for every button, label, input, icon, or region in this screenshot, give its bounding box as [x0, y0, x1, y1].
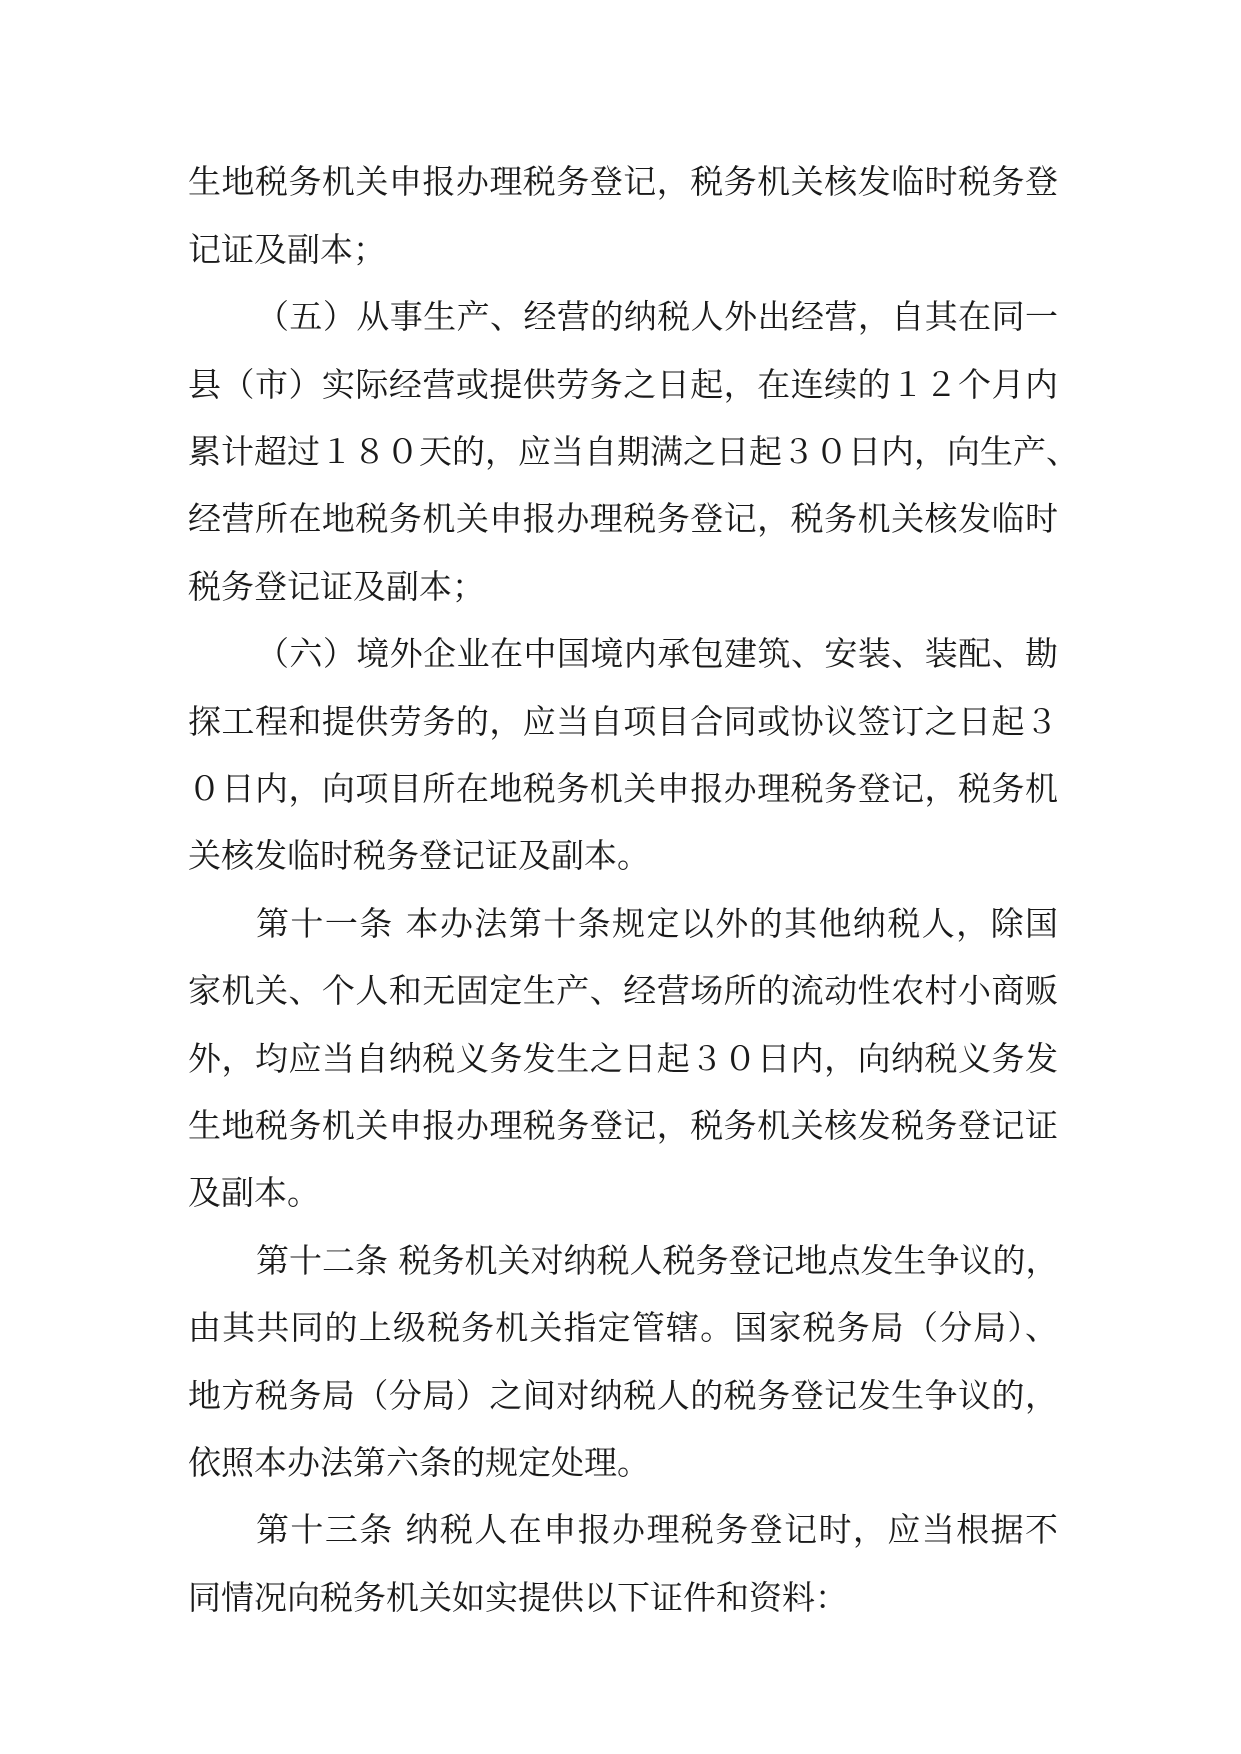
text-line: （六）境外企业在中国境内承包建筑、安装、装配、勘	[256, 634, 1058, 673]
text-line: 地方税务局（分局）之间对纳税人的税务登记发生争议的，	[188, 1376, 1058, 1415]
text-line: （五）从事生产、经营的纳税人外出经营，自其在同一	[256, 297, 1058, 336]
text-line: 及副本。	[188, 1173, 320, 1212]
text-line: 累计超过１８０天的，应当自期满之日起３０日内，向生产、	[188, 432, 1079, 471]
text-line: 由其共同的上级税务机关指定管辖。国家税务局（分局）、	[188, 1308, 1058, 1347]
text-line: 家机关、个人和无固定生产、经营场所的流动性农村小商贩	[188, 971, 1058, 1010]
text-line: 县（市）实际经营或提供劳务之日起，在连续的１２个月内	[188, 365, 1058, 404]
text-line: 生地税务机关申报办理税务登记，税务机关核发税务登记证	[188, 1106, 1058, 1145]
text-line: 税务登记证及副本；	[188, 567, 485, 606]
text-line: 第十一条 本办法第十条规定以外的其他纳税人，除国	[256, 904, 1058, 943]
text-line: 记证及副本；	[188, 230, 386, 269]
text-line: 外，均应当自纳税义务发生之日起３０日内，向纳税义务发	[188, 1039, 1058, 1078]
text-line: 第十三条 纳税人在申报办理税务登记时，应当根据不	[256, 1510, 1058, 1549]
text-line: 关核发临时税务登记证及副本。	[188, 836, 650, 875]
text-line: 同情况向税务机关如实提供以下证件和资料：	[188, 1578, 848, 1617]
text-line: ０日内，向项目所在地税务机关申报办理税务登记，税务机	[188, 769, 1058, 808]
text-line: 第十二条 税务机关对纳税人税务登记地点发生争议的，	[256, 1241, 1059, 1280]
text-line: 依照本办法第六条的规定处理。	[188, 1443, 650, 1482]
text-line: 生地税务机关申报办理税务登记，税务机关核发临时税务登	[188, 162, 1058, 201]
text-line: 经营所在地税务机关申报办理税务登记，税务机关核发临时	[188, 499, 1058, 538]
text-line: 探工程和提供劳务的，应当自项目合同或协议签订之日起３	[188, 702, 1058, 741]
